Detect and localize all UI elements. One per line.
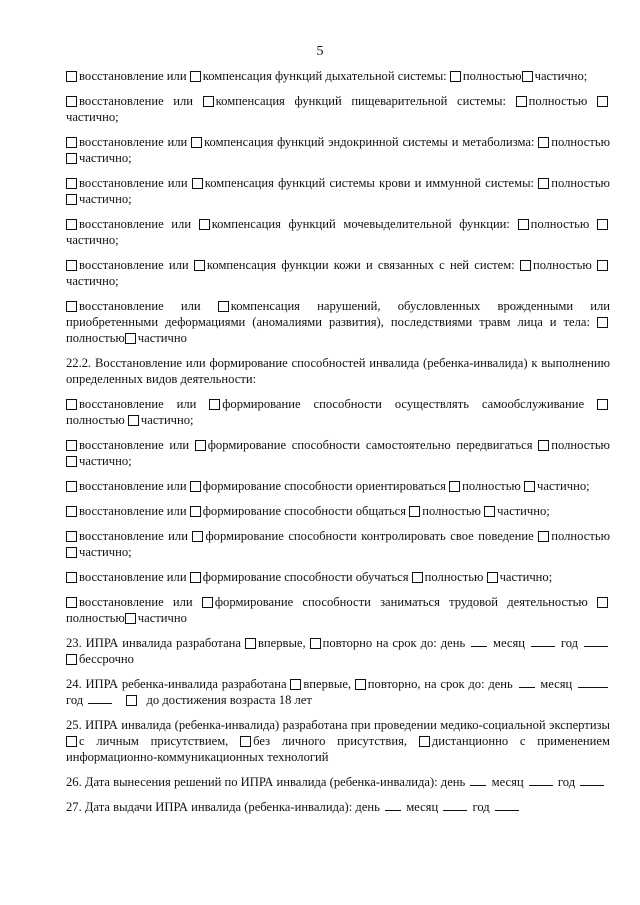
- checkbox-restore[interactable]: [66, 260, 77, 271]
- label-partial: частично: [137, 611, 187, 625]
- checkbox-full[interactable]: [597, 597, 608, 608]
- label-formation: формирование способности самостоятельно передвигаться: [207, 438, 533, 452]
- checkbox-compensation[interactable]: [194, 260, 205, 271]
- label-year: год: [472, 800, 490, 814]
- checkbox-partial[interactable]: [524, 481, 535, 492]
- checkbox-repeat[interactable]: [355, 679, 366, 690]
- month-field[interactable]: [443, 800, 467, 811]
- label-repeat-until-day: повторно на срок до: день: [322, 636, 466, 650]
- label-compensation: компенсация функции кожи и связанных с ней систем:: [206, 258, 515, 272]
- checkbox-full[interactable]: [516, 96, 527, 107]
- checkbox-partial[interactable]: [66, 153, 77, 164]
- checkbox-full[interactable]: [450, 71, 461, 82]
- checkbox-formation[interactable]: [195, 440, 206, 451]
- checkbox-restore[interactable]: [66, 572, 77, 583]
- label-restore: восстановление или: [79, 504, 187, 518]
- label-repeat-until-day: повторно, на срок до: день: [367, 677, 513, 691]
- label-restore: восстановление или: [79, 595, 193, 609]
- label-restore: восстановление или: [79, 570, 187, 584]
- label-full: полностью: [66, 611, 125, 625]
- label-full: полностью: [462, 479, 521, 493]
- checkbox-partial[interactable]: [597, 219, 608, 230]
- checkbox-indefinite[interactable]: [66, 654, 77, 665]
- label-full: полностью: [422, 504, 481, 518]
- checkbox-partial[interactable]: [522, 71, 533, 82]
- checkbox-partial[interactable]: [125, 333, 136, 344]
- label-year: год: [557, 775, 576, 789]
- label-compensation: компенсация нарушений, обусловленных врожденными или приобретенными деформациями (аномалиями развития), последствиями травм лица и тела:: [66, 299, 611, 329]
- checkbox-compensation[interactable]: [199, 219, 210, 230]
- label-restore: восстановление или: [79, 397, 197, 411]
- label-formation: формирование способности общаться: [202, 504, 407, 518]
- day-field[interactable]: [471, 636, 487, 647]
- checkbox-remote[interactable]: [419, 736, 430, 747]
- checkbox-partial[interactable]: [66, 456, 77, 467]
- row-ability-learn: [66, 569, 610, 585]
- checkbox-restore[interactable]: [66, 506, 77, 517]
- label-partial: частично;: [79, 454, 132, 468]
- checkbox-restore[interactable]: [66, 219, 77, 230]
- page-number: 5: [316, 44, 324, 59]
- label-month: месяц: [493, 636, 526, 650]
- label-partial: частично;: [66, 110, 119, 124]
- row-ability-communicate: [66, 503, 610, 519]
- checkbox-no-personal[interactable]: [240, 736, 251, 747]
- label-partial: частично: [137, 331, 187, 345]
- item-26-label: 26. Дата вынесения решений по ИПРА инвалида (ребенка-инвалида): день: [66, 775, 466, 789]
- checkbox-restore[interactable]: [66, 399, 77, 410]
- checkbox-full[interactable]: [597, 399, 608, 410]
- item-23-label: 23. ИПРА инвалида разработана: [66, 636, 242, 650]
- item-27-label: 27. Дата выдачи ИПРА инвалида (ребенка-инвалида): день: [66, 800, 380, 814]
- label-partial: частично;: [140, 413, 194, 427]
- year-field[interactable]: [495, 800, 519, 811]
- label-full: полностью: [533, 258, 592, 272]
- item-24-label: 24. ИПРА ребенка-инвалида разработана: [66, 677, 287, 691]
- year-field[interactable]: [580, 775, 604, 786]
- checkbox-repeat[interactable]: [310, 638, 321, 649]
- item-26: [66, 774, 610, 790]
- row-skin: [66, 257, 610, 289]
- label-restore: восстановление или: [79, 135, 188, 149]
- label-restore: восстановление или: [79, 69, 187, 83]
- checkbox-formation[interactable]: [190, 506, 201, 517]
- label-restore: восстановление или: [79, 258, 189, 272]
- label-compensation: компенсация функций дыхательной системы:: [202, 69, 447, 83]
- checkbox-partial[interactable]: [66, 194, 77, 205]
- label-formation: формирование способности заниматься трудовой деятельностью: [214, 595, 588, 609]
- checkbox-formation[interactable]: [190, 481, 201, 492]
- day-field[interactable]: [470, 775, 486, 786]
- label-restore: восстановление или: [79, 529, 188, 543]
- checkbox-compensation[interactable]: [191, 137, 202, 148]
- item-25-label: 25. ИПРА инвалида (ребенка-инвалида) разработана при проведении медико-социальной экспертизы: [66, 718, 610, 732]
- label-compensation: компенсация функций системы крови и иммунной системы:: [204, 176, 535, 190]
- label-remote: дистанционно с применением информационно-коммуникационных технологий: [66, 734, 610, 764]
- row-congenital: [66, 298, 610, 346]
- label-full: полностью: [462, 69, 522, 83]
- row-blood: [66, 175, 610, 207]
- label-personal: с личным присутствием,: [79, 734, 229, 748]
- checkbox-full[interactable]: [518, 219, 529, 230]
- label-partial: частично;: [497, 504, 550, 518]
- label-full: полностью: [528, 94, 588, 108]
- row-ability-move: [66, 437, 610, 469]
- checkbox-restore[interactable]: [66, 301, 77, 312]
- label-month: месяц: [491, 775, 524, 789]
- label-partial: частично;: [66, 274, 119, 288]
- label-no-personal: без личного присутствия,: [253, 734, 408, 748]
- label-month: месяц: [406, 800, 439, 814]
- label-compensation: компенсация функций пищеварительной системы:: [215, 94, 506, 108]
- day-field[interactable]: [385, 800, 401, 811]
- checkbox-full[interactable]: [538, 178, 549, 189]
- checkbox-partial[interactable]: [484, 506, 495, 517]
- checkbox-personal[interactable]: [66, 736, 77, 747]
- checkbox-full[interactable]: [449, 481, 460, 492]
- label-month: месяц: [540, 677, 573, 691]
- label-partial: частично;: [66, 233, 119, 247]
- label-partial: частично;: [499, 570, 553, 584]
- month-field[interactable]: [531, 636, 555, 647]
- label-formation: формирование способности ориентироваться: [202, 479, 446, 493]
- checkbox-full[interactable]: [538, 137, 549, 148]
- checkbox-partial[interactable]: [597, 96, 608, 107]
- checkbox-formation[interactable]: [192, 531, 203, 542]
- row-digestive: [66, 93, 610, 125]
- checkbox-restore[interactable]: [66, 178, 77, 189]
- label-full: полностью: [66, 413, 125, 427]
- day-field[interactable]: [519, 677, 535, 688]
- checkbox-formation[interactable]: [190, 572, 201, 583]
- label-partial: частично;: [79, 192, 132, 206]
- item-27: [66, 799, 610, 815]
- checkbox-until-18[interactable]: [126, 695, 137, 706]
- row-ability-selfcare: [66, 396, 610, 428]
- checkbox-full[interactable]: [538, 440, 549, 451]
- label-compensation: компенсация функций эндокринной системы и метаболизма:: [204, 135, 535, 149]
- label-restore: восстановление или: [79, 479, 187, 493]
- checkbox-partial[interactable]: [128, 415, 139, 426]
- label-full: полностью: [66, 331, 125, 345]
- checkbox-formation[interactable]: [209, 399, 220, 410]
- label-first-time: впервые,: [257, 636, 306, 650]
- row-ability-orient: [66, 478, 610, 494]
- label-full: полностью: [551, 135, 611, 149]
- checkbox-full[interactable]: [538, 531, 549, 542]
- label-full: полностью: [551, 438, 610, 452]
- label-full: полностью: [551, 529, 610, 543]
- year-field[interactable]: [88, 693, 112, 704]
- checkbox-full[interactable]: [520, 260, 531, 271]
- label-partial: частично;: [534, 69, 588, 83]
- checkbox-full[interactable]: [409, 506, 420, 517]
- checkbox-partial[interactable]: [66, 547, 77, 558]
- month-field[interactable]: [578, 677, 608, 688]
- checkbox-first-time[interactable]: [290, 679, 301, 690]
- checkbox-compensation[interactable]: [190, 71, 201, 82]
- row-ability-work: [66, 594, 610, 626]
- row-ability-control: [66, 528, 610, 560]
- item-23: [66, 635, 610, 667]
- checkbox-restore[interactable]: [66, 597, 77, 608]
- label-full: полностью: [551, 176, 610, 190]
- checkbox-restore[interactable]: [66, 71, 77, 82]
- label-year: год: [560, 636, 579, 650]
- label-full: полностью: [424, 570, 484, 584]
- label-partial: частично;: [79, 545, 132, 559]
- item-25: [66, 717, 610, 765]
- checkbox-compensation[interactable]: [192, 178, 203, 189]
- label-first-time: впервые,: [303, 677, 352, 691]
- checkbox-restore[interactable]: [66, 481, 77, 492]
- label-formation: формирование способности контролировать свое поведение: [205, 529, 534, 543]
- label-year: год: [66, 693, 84, 707]
- month-field[interactable]: [529, 775, 553, 786]
- label-until-18: до достижения возраста 18 лет: [146, 693, 312, 707]
- label-restore: восстановление или: [79, 438, 190, 452]
- label-restore: восстановление или: [79, 217, 192, 231]
- checkbox-formation[interactable]: [202, 597, 213, 608]
- label-full: полностью: [530, 217, 590, 231]
- label-compensation: компенсация функций мочевыделительной функции:: [211, 217, 510, 231]
- checkbox-restore[interactable]: [66, 440, 77, 451]
- label-indefinite: бессрочно: [79, 652, 134, 666]
- label-formation: формирование способности обучаться: [202, 570, 409, 584]
- checkbox-compensation[interactable]: [218, 301, 229, 312]
- row-urinary: [66, 216, 610, 248]
- checkbox-partial[interactable]: [487, 572, 498, 583]
- row-breathing: [66, 68, 610, 84]
- label-restore: восстановление или: [79, 94, 194, 108]
- checkbox-partial[interactable]: [125, 613, 136, 624]
- form-content: [66, 68, 610, 821]
- label-restore: восстановление или: [79, 299, 201, 313]
- checkbox-restore[interactable]: [66, 137, 77, 148]
- section-22-2-heading: 22.2. Восстановление или формирование способностей инвалида (ребенка-инвалида) к выполнению определенных видов деятельности:: [66, 356, 610, 386]
- label-partial: частично;: [537, 479, 590, 493]
- label-formation: формирование способности осуществлять самообслуживание: [222, 397, 585, 411]
- year-field[interactable]: [584, 636, 608, 647]
- label-partial: частично;: [79, 151, 132, 165]
- checkbox-full[interactable]: [412, 572, 423, 583]
- row-endocrine: [66, 134, 610, 166]
- label-restore: восстановление или: [79, 176, 188, 190]
- checkbox-full[interactable]: [597, 317, 608, 328]
- checkbox-partial[interactable]: [597, 260, 608, 271]
- checkbox-first-time[interactable]: [245, 638, 256, 649]
- checkbox-compensation[interactable]: [203, 96, 214, 107]
- item-24: [66, 676, 610, 708]
- checkbox-restore[interactable]: [66, 531, 77, 542]
- checkbox-restore[interactable]: [66, 96, 77, 107]
